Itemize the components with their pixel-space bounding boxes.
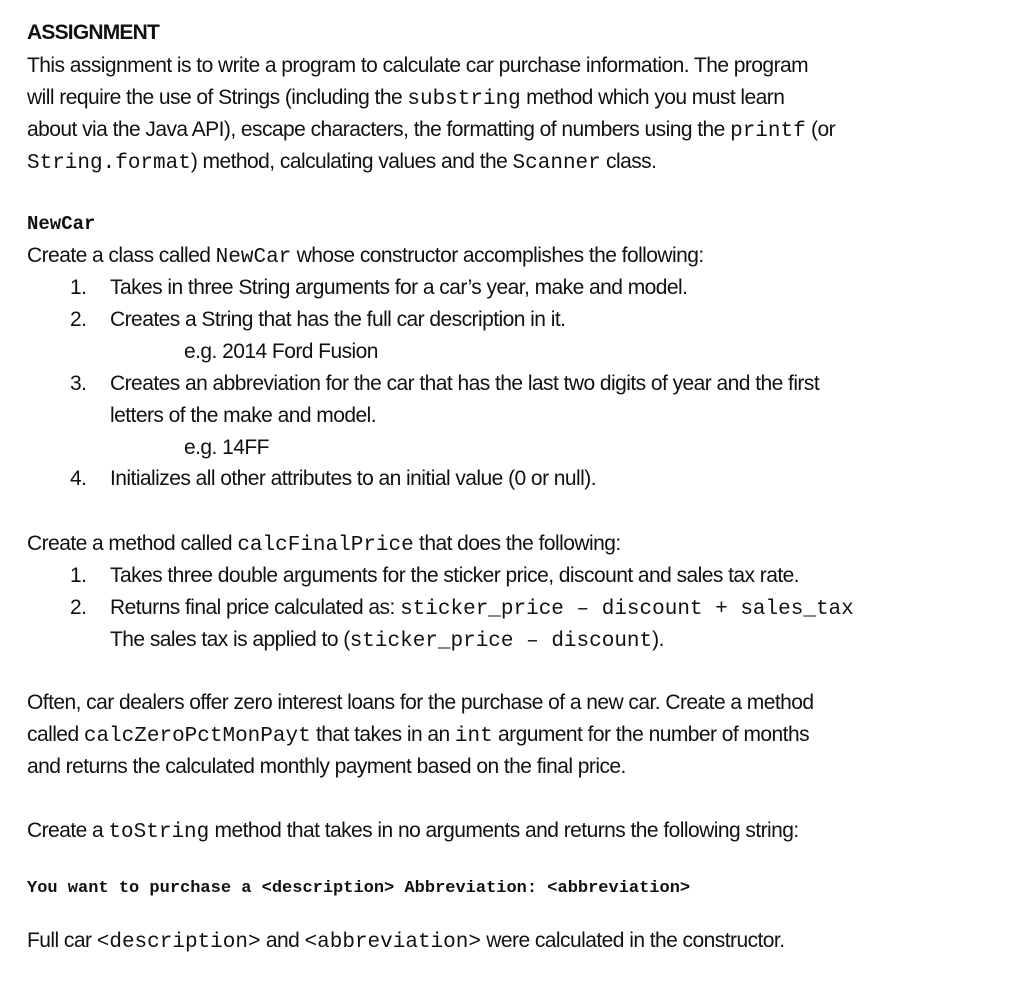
calcfinal-intro xyxy=(27,528,621,562)
code-abbreviation: <abbreviation> xyxy=(304,931,481,954)
text: that does the following: xyxy=(413,532,621,555)
list-item-continuation: letters of the make and model. xyxy=(110,404,376,427)
code-printf: printf xyxy=(730,120,806,143)
example-text: e.g. 14FF xyxy=(184,436,269,459)
list-item: Initializes all other attributes to an initial value (0 or null). xyxy=(110,467,597,490)
example-text: e.g. 2014 Ford Fusion xyxy=(184,340,378,363)
code-substring: substring xyxy=(407,88,521,111)
list-item xyxy=(110,592,854,626)
code-formula: sticker_price – discount xyxy=(349,630,653,653)
text: Create a method called xyxy=(27,532,238,555)
list-number: 2. xyxy=(70,308,87,331)
list-item: Takes in three String arguments for a car’s year, make and model. xyxy=(110,276,688,299)
text: Full car xyxy=(27,929,97,952)
list-item: Takes three double arguments for the sticker price, discount and sales tax rate. xyxy=(110,564,800,587)
tostring-output-example: You want to purchase a <description> Abbreviation: <abbreviation> xyxy=(27,879,691,898)
text: ) method, calculating values and the xyxy=(190,150,513,173)
text: were calculated in the constructor. xyxy=(480,929,785,952)
newcar-heading: NewCar xyxy=(27,213,96,235)
newcar-intro xyxy=(27,240,704,274)
code-description: <description> xyxy=(96,931,261,954)
text: called xyxy=(27,723,84,746)
text: argument for the number of months xyxy=(492,723,810,746)
text: Create a xyxy=(27,819,109,842)
text: This assignment is to write a program to calculate car purchase information. The program xyxy=(27,54,809,77)
list-number: 4. xyxy=(70,467,87,490)
code-calczeropctmonpayt: calcZeroPctMonPayt xyxy=(83,725,311,748)
tostring-note xyxy=(27,925,785,959)
intro-line-2 xyxy=(27,82,784,116)
code-string-format: String.format xyxy=(27,152,191,175)
intro-line-4 xyxy=(27,146,656,180)
text: (or xyxy=(805,118,836,141)
list-number: 2. xyxy=(70,596,87,619)
text: ). xyxy=(652,628,664,651)
assignment-heading: ASSIGNMENT xyxy=(27,21,160,44)
text: and xyxy=(260,929,305,952)
code-int: int xyxy=(454,725,493,748)
text: The sales tax is applied to ( xyxy=(110,628,350,651)
text: class. xyxy=(600,150,657,173)
tostring-intro xyxy=(27,815,799,849)
text: Create a class called xyxy=(27,244,216,267)
code-calcfinalprice: calcFinalPrice xyxy=(237,534,414,557)
list-number: 3. xyxy=(70,372,87,395)
code-scanner: Scanner xyxy=(512,152,601,175)
text: method which you must learn xyxy=(520,86,785,109)
intro-line-3 xyxy=(27,114,835,148)
text: that takes in an xyxy=(310,723,455,746)
zeropct-line-2 xyxy=(27,719,809,753)
list-item: Creates an abbreviation for the car that has the last two digits of year and the first xyxy=(110,372,820,395)
zeropct-line-3: and returns the calculated monthly payment based on the final price. xyxy=(27,755,626,778)
text: Returns final price calculated as: xyxy=(110,596,401,619)
code-newcar: NewCar xyxy=(215,246,292,269)
text: method that takes in no arguments and returns the following string: xyxy=(209,819,799,842)
text: whose constructor accomplishes the following: xyxy=(291,244,704,267)
text: will require the use of Strings (including the xyxy=(27,86,408,109)
list-number: 1. xyxy=(70,276,87,299)
text: about via the Java API), escape characters, the formatting of numbers using the xyxy=(27,118,731,141)
list-number: 1. xyxy=(70,564,87,587)
intro-line-1 xyxy=(27,50,808,82)
code-formula: sticker_price – discount + sales_tax xyxy=(400,598,854,621)
zeropct-line-1: Often, car dealers offer zero interest loans for the purchase of a new car. Create a method xyxy=(27,691,814,714)
code-tostring: toString xyxy=(108,821,210,844)
list-item: Creates a String that has the full car description in it. xyxy=(110,308,566,331)
list-item-continuation xyxy=(110,624,664,658)
